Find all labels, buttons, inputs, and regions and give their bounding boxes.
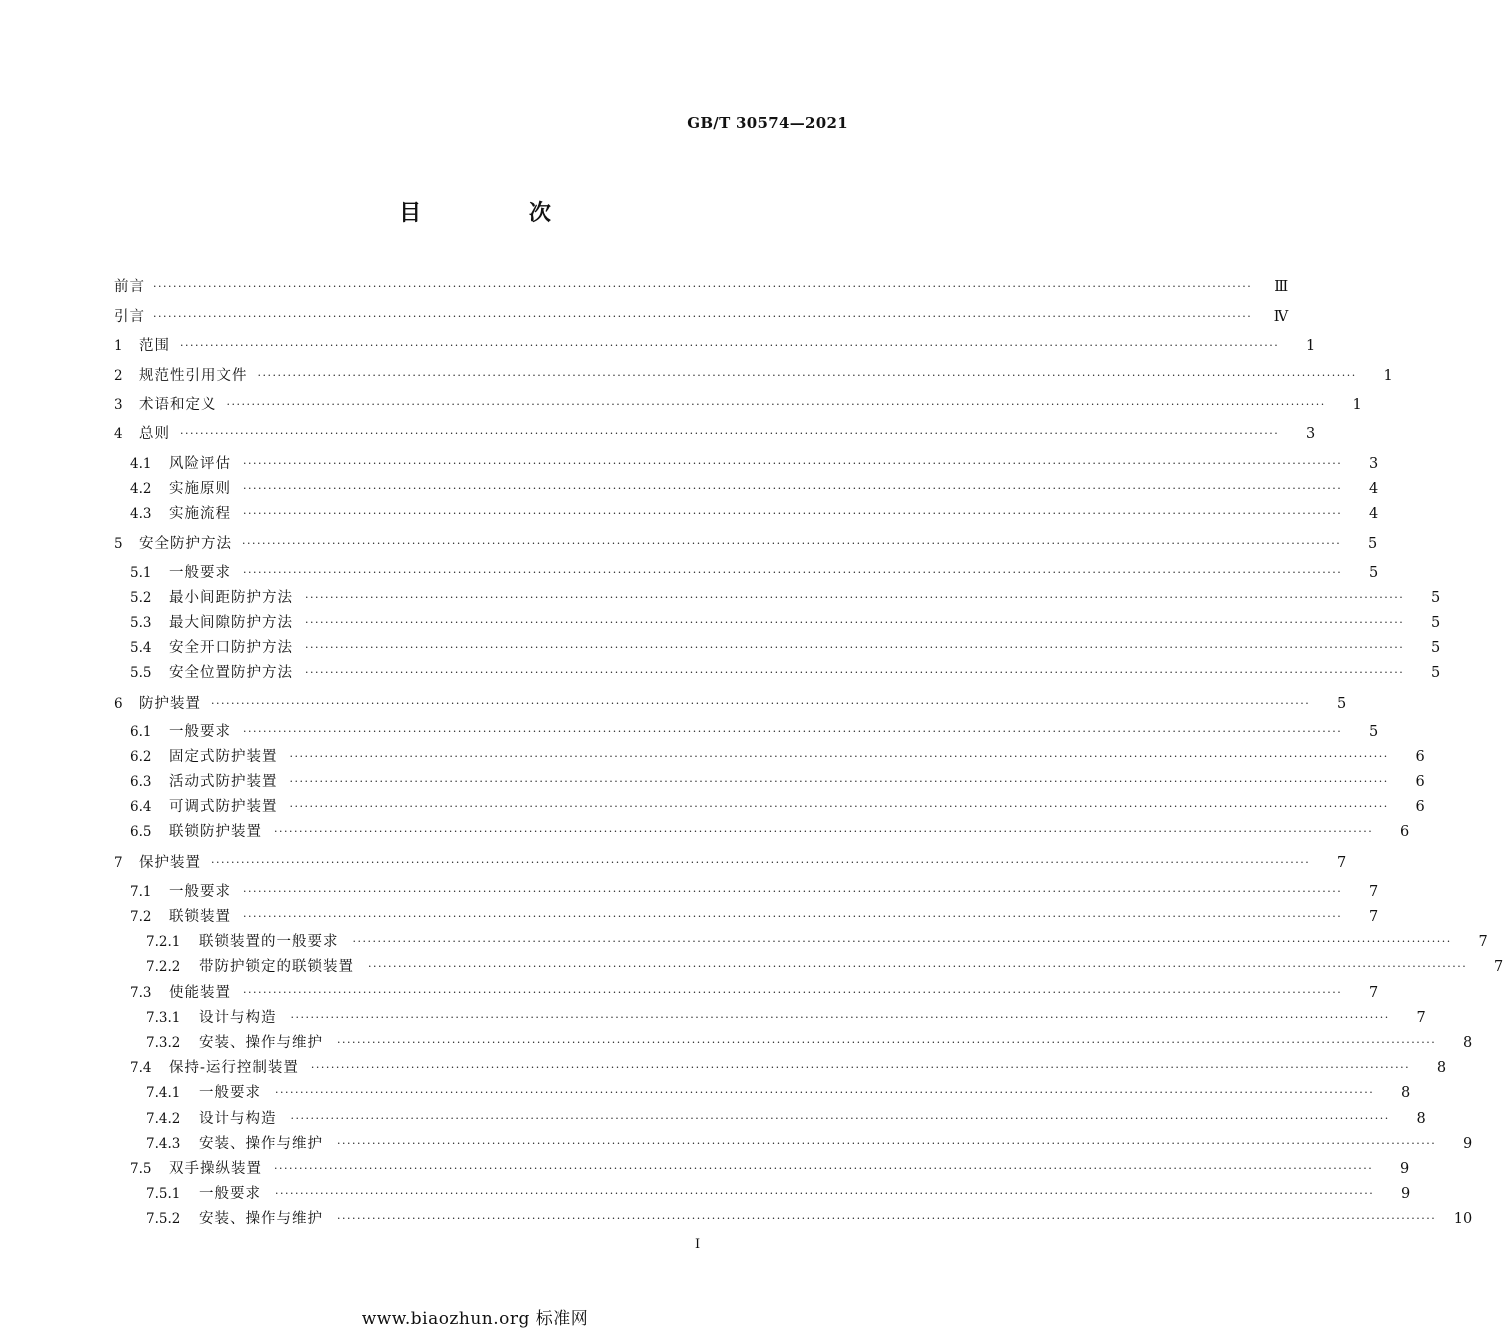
toc-leader-dots: ····························································································································································································································: [243, 482, 1343, 495]
toc-leader-dots: ····························································································································································································································: [305, 666, 1405, 679]
toc-entry[interactable]: [0, 1208, 1473, 1230]
toc-entry-number: 7.4.3: [146, 1136, 181, 1152]
toc-entry[interactable]: [0, 956, 1503, 978]
toc-entry-page: 8: [1401, 1085, 1411, 1101]
toc-entry[interactable]: [0, 394, 1362, 416]
standard-code: GB/T 30574—2021: [687, 114, 848, 132]
toc-entry-page: 9: [1400, 1161, 1410, 1177]
toc-entry-label: 前言: [114, 279, 145, 295]
toc-entry-page: 7: [1337, 855, 1347, 871]
toc-entry-label: 安全开口防护方法: [169, 640, 293, 656]
toc-entry[interactable]: [0, 852, 1347, 874]
toc-entry-page: 5: [1431, 615, 1441, 631]
toc-entry-page: 5: [1431, 640, 1441, 656]
toc-entry-label: 一般要求: [199, 1186, 261, 1202]
toc-leader-dots: ····························································································································································································································: [211, 697, 1311, 710]
toc-leader-dots: ····························································································································································································································: [305, 616, 1405, 629]
toc-entry-label: 一般要求: [169, 884, 231, 900]
toc-entry[interactable]: [0, 478, 1379, 500]
toc-entry-number: 3: [114, 397, 123, 413]
toc-entry[interactable]: [0, 453, 1379, 475]
toc-entry-page: 8: [1463, 1035, 1473, 1051]
toc-entry-number: 5.4: [130, 640, 152, 656]
toc-entry[interactable]: [0, 1057, 1447, 1079]
toc-entry-number: 6.2: [130, 749, 152, 765]
toc-entry-label: 保护装置: [139, 855, 201, 871]
toc-entry-page: 7: [1369, 909, 1379, 925]
toc-entry-number: 1: [114, 338, 123, 354]
toc-entry[interactable]: [0, 746, 1425, 768]
toc-entry-number: 6.5: [130, 824, 152, 840]
toc-leader-dots: ····························································································································································································································: [243, 457, 1343, 470]
toc-entry[interactable]: [0, 721, 1379, 743]
toc-entry-label: 防护装置: [139, 696, 201, 712]
toc-entry-number: 6.1: [130, 724, 152, 740]
toc-entry-number: 4.1: [130, 456, 152, 472]
toc-entry-label: 活动式防护装置: [169, 774, 278, 790]
toc-entry-page: 3: [1369, 456, 1379, 472]
toc-entry-label: 联锁装置: [169, 909, 231, 925]
toc-leader-dots: ····························································································································································································································: [275, 1086, 1375, 1099]
toc-entry-page: 8: [1416, 1111, 1426, 1127]
page-number: I: [695, 1237, 701, 1252]
toc-entry-page: 7: [1369, 884, 1379, 900]
toc-entry-page: 7: [1478, 934, 1488, 950]
toc-entry-label: 设计与构造: [199, 1010, 277, 1026]
toc-entry-page: 5: [1368, 536, 1378, 552]
toc-entry-page: 5: [1369, 724, 1379, 740]
toc-entry-label: 最大间隙防护方法: [169, 615, 293, 631]
toc-entry[interactable]: [0, 881, 1379, 903]
toc-entry-page: 3: [1306, 426, 1316, 442]
toc-entry[interactable]: [0, 1032, 1473, 1054]
toc-leader-dots: ····························································································································································································································: [243, 566, 1343, 579]
toc-entry[interactable]: [0, 662, 1441, 684]
toc-leader-dots: ····························································································································································································································: [305, 641, 1405, 654]
toc-entry-label: 保持-运行控制装置: [169, 1060, 299, 1076]
toc-entry-number: 5.2: [130, 590, 152, 606]
toc-leader-dots: ····························································································································································································································: [289, 750, 1389, 763]
toc-leader-dots: ····························································································································································································································: [153, 310, 1253, 323]
toc-entry-page: 5: [1369, 565, 1379, 581]
toc-entry-label: 一般要求: [169, 724, 231, 740]
toc-leader-dots: ····························································································································································································································: [290, 1112, 1390, 1125]
toc-entry-label: 最小间距防护方法: [169, 590, 293, 606]
toc-entry-number: 4: [114, 426, 123, 442]
page-title: 目 次: [399, 201, 601, 226]
toc-leader-dots: ····························································································································································································································: [180, 339, 1280, 352]
toc-entry-label: 术语和定义: [139, 397, 217, 413]
toc-entry-number: 7.1: [130, 884, 152, 900]
toc-entry-page: 10: [1453, 1211, 1473, 1227]
toc-leader-dots: ····························································································································································································································: [337, 1137, 1437, 1150]
toc-entry[interactable]: [0, 1183, 1411, 1205]
toc-entry-page: 1: [1352, 397, 1362, 413]
toc-leader-dots: ····························································································································································································································: [153, 280, 1253, 293]
toc-leader-dots: ····························································································································································································································: [243, 725, 1343, 738]
toc-entry[interactable]: [0, 906, 1379, 928]
toc-entry-label: 实施原则: [169, 481, 231, 497]
toc-entry[interactable]: [0, 423, 1316, 445]
toc-leader-dots: ····························································································································································································································: [274, 1162, 1374, 1175]
toc-leader-dots: ····························································································································································································································: [337, 1212, 1437, 1225]
toc-entry[interactable]: [0, 821, 1410, 843]
toc-entry-number: 7.2.1: [146, 934, 181, 950]
toc-entry-label: 安装、操作与维护: [199, 1035, 323, 1051]
toc-entry-page: 6: [1415, 774, 1425, 790]
toc-entry[interactable]: [0, 276, 1289, 298]
toc-entry-label: 总则: [139, 426, 170, 442]
toc-entry[interactable]: [0, 306, 1289, 328]
toc-entry[interactable]: [0, 771, 1425, 793]
toc-entry-number: 7.3: [130, 985, 152, 1001]
toc-entry-page: 5: [1431, 665, 1441, 681]
toc-entry-number: 5: [114, 536, 123, 552]
toc-leader-dots: ····························································································································································································································: [275, 1187, 1375, 1200]
watermark-text: www.biaozhun.org 标准网: [361, 1309, 589, 1329]
toc-entry[interactable]: [0, 562, 1379, 584]
toc-entry[interactable]: [0, 587, 1441, 609]
toc-entry-label: 范围: [139, 338, 170, 354]
toc-leader-dots: ····························································································································································································································: [289, 800, 1389, 813]
toc-entry-number: 5.5: [130, 665, 152, 681]
toc-entry-label: 安全防护方法: [139, 536, 232, 552]
toc-entry-page: 8: [1436, 1060, 1447, 1076]
toc-entry[interactable]: [0, 503, 1379, 525]
toc-leader-dots: ····························································································································································································································: [368, 960, 1468, 973]
toc-entry[interactable]: [0, 1007, 1426, 1029]
toc-entry-number: 5.3: [130, 615, 152, 631]
toc-entry-number: 7.5.2: [146, 1211, 181, 1227]
toc-leader-dots: ····························································································································································································································: [211, 856, 1311, 869]
toc-entry-label: 一般要求: [169, 565, 231, 581]
toc-entry[interactable]: [0, 1082, 1411, 1104]
toc-entry-number: 7.2: [130, 909, 152, 925]
toc-leader-dots: ····························································································································································································································: [226, 398, 1326, 411]
toc-leader-dots: ····························································································································································································································: [242, 537, 1342, 550]
toc-entry[interactable]: [0, 612, 1441, 634]
toc-entry-page: 9: [1463, 1136, 1473, 1152]
toc-entry[interactable]: [0, 1133, 1473, 1155]
toc-entry-label: 一般要求: [199, 1085, 261, 1101]
toc-entry-page: 6: [1415, 749, 1425, 765]
toc-entry-number: 7.3.2: [146, 1035, 181, 1051]
toc-entry-number: 7.4.2: [146, 1111, 181, 1127]
toc-entry-number: 7.4: [130, 1060, 152, 1076]
toc-entry[interactable]: [0, 533, 1378, 555]
toc-entry[interactable]: [0, 693, 1347, 715]
toc-leader-dots: ····························································································································································································································: [243, 507, 1343, 520]
toc-leader-dots: ····························································································································································································································: [274, 825, 1374, 838]
toc-entry-page: 4: [1369, 481, 1379, 497]
toc-leader-dots: ····························································································································································································································: [243, 910, 1343, 923]
toc-entry-page: Ⅳ: [1273, 309, 1289, 325]
toc-entry[interactable]: [0, 796, 1425, 818]
toc-entry-number: 7.4.1: [146, 1085, 181, 1101]
toc-entry-page: 7: [1494, 959, 1503, 975]
toc-entry-page: 5: [1431, 590, 1441, 606]
toc-entry[interactable]: [0, 365, 1393, 387]
toc-entry-label: 可调式防护装置: [169, 799, 278, 815]
toc-entry-page: 1: [1383, 368, 1393, 384]
toc-entry-number: 2: [114, 368, 123, 384]
toc-leader-dots: ····························································································································································································································: [337, 1036, 1437, 1049]
toc-leader-dots: ····························································································································································································································: [289, 775, 1389, 788]
toc-entry-label: 规范性引用文件: [139, 368, 248, 384]
toc-entry-page: Ⅲ: [1274, 279, 1289, 295]
toc-entry[interactable]: [0, 637, 1441, 659]
toc-entry-page: 6: [1400, 824, 1410, 840]
toc-entry-page: 6: [1415, 799, 1425, 815]
toc-entry-number: 6: [114, 696, 123, 712]
toc-leader-dots: ····························································································································································································································: [305, 591, 1405, 604]
toc-entry-label: 引言: [114, 309, 145, 325]
toc-entry-label: 带防护锁定的联锁装置: [199, 959, 354, 975]
toc-entry-label: 设计与构造: [199, 1111, 277, 1127]
toc-entry-label: 实施流程: [169, 506, 231, 522]
toc-entry-number: 7.3.1: [146, 1010, 181, 1026]
toc-entry[interactable]: [0, 1108, 1426, 1130]
toc-entry-label: 安全位置防护方法: [169, 665, 293, 681]
toc-entry-number: 6.3: [130, 774, 152, 790]
toc-entry-number: 4.2: [130, 481, 152, 497]
toc-entry-page: 7: [1369, 985, 1379, 1001]
toc-leader-dots: ····························································································································································································································: [243, 986, 1343, 999]
toc-entry-label: 安装、操作与维护: [199, 1136, 323, 1152]
toc-entry-label: 联锁装置的一般要求: [199, 934, 339, 950]
toc-entry-number: 4.3: [130, 506, 152, 522]
toc-leader-dots: ····························································································································································································································: [180, 427, 1280, 440]
toc-entry-page: 9: [1401, 1186, 1411, 1202]
toc-entry-page: 5: [1337, 696, 1347, 712]
toc-leader-dots: ····························································································································································································································: [290, 1011, 1390, 1024]
toc-entry-label: 安装、操作与维护: [199, 1211, 323, 1227]
toc-entry-label: 双手操纵装置: [169, 1161, 262, 1177]
toc-entry-page: 7: [1416, 1010, 1426, 1026]
toc-leader-dots: ····························································································································································································································: [257, 369, 1357, 382]
toc-entry-number: 7.2.2: [146, 959, 181, 975]
toc-entry-number: 7.5.1: [146, 1186, 181, 1202]
toc-entry-label: 联锁防护装置: [169, 824, 262, 840]
toc-entry[interactable]: [0, 982, 1379, 1004]
toc-entry-label: 风险评估: [169, 456, 231, 472]
toc-entry-number: 6.4: [130, 799, 152, 815]
toc-entry-page: 4: [1369, 506, 1379, 522]
toc-entry[interactable]: [0, 931, 1488, 953]
toc-entry[interactable]: [0, 1158, 1410, 1180]
toc-leader-dots: ····························································································································································································································: [352, 935, 1452, 948]
toc-entry-number: 7.5: [130, 1161, 152, 1177]
toc-entry-number: 5.1: [130, 565, 152, 581]
toc-entry-page: 1: [1306, 338, 1316, 354]
toc-entry-number: 7: [114, 855, 123, 871]
toc-entry-label: 使能装置: [169, 985, 231, 1001]
toc-leader-dots: ····························································································································································································································: [310, 1061, 1411, 1074]
toc-entry[interactable]: [0, 335, 1316, 357]
toc-entry-label: 固定式防护装置: [169, 749, 278, 765]
toc-leader-dots: ····························································································································································································································: [243, 885, 1343, 898]
